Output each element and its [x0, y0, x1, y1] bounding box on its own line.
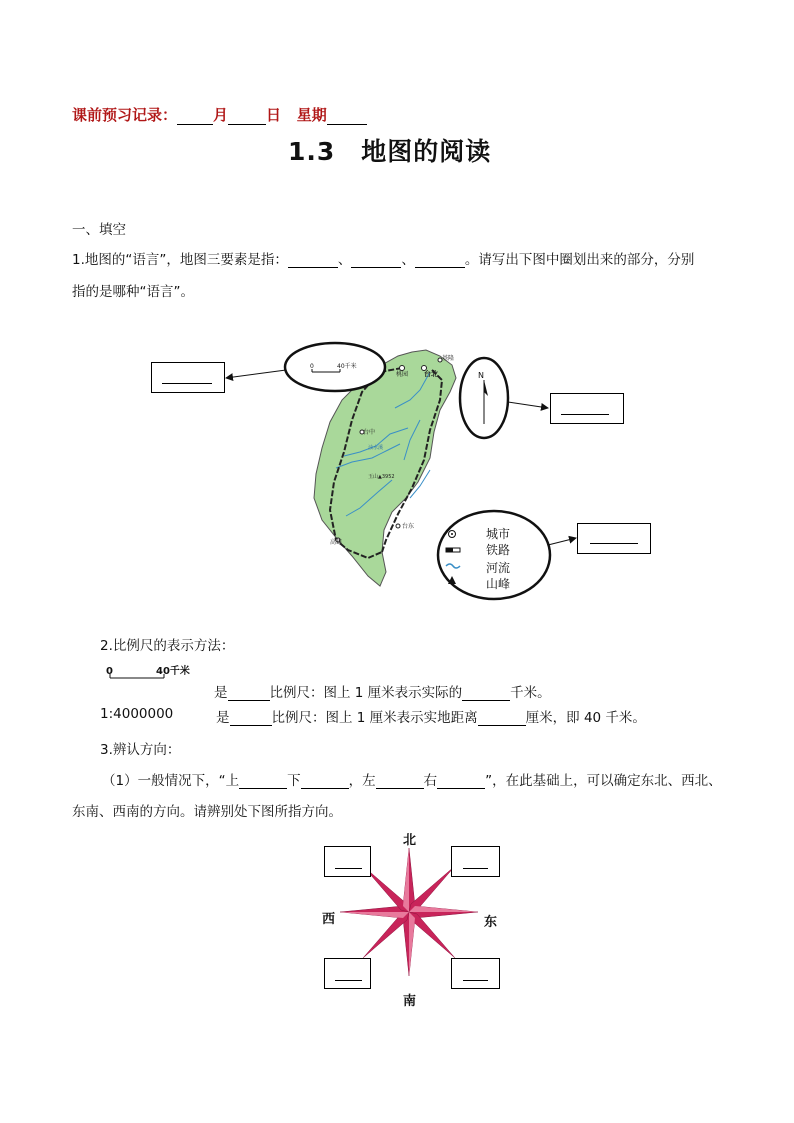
q2-text: 是 — [214, 685, 228, 701]
answer-box-northwest[interactable] — [324, 846, 371, 877]
map-scale-value: 40千米 — [337, 363, 357, 370]
city-label-taoyuan: 桃园 — [396, 371, 409, 378]
answer-box-southwest[interactable] — [324, 958, 371, 989]
q3-line2: 东南、西南的方向。请辨别处下图所指方向。 — [72, 804, 342, 820]
q2-text: 比例尺：图上 1 厘米表示实地距离 — [271, 710, 478, 726]
sample-scale-value: 40千米 — [156, 666, 190, 677]
q2-text: 是 — [216, 710, 230, 726]
q2-text: 千米。 — [510, 685, 551, 701]
city-label-taizhong: 台中 — [363, 429, 376, 436]
month-label: 月 — [213, 106, 229, 124]
sample-scale-zero: 0 — [106, 666, 113, 677]
q3-text: 下 — [287, 773, 301, 789]
q1-line2: 指的是哪种“语言”。 — [72, 284, 194, 300]
compass-south: 南 — [403, 994, 417, 1009]
compass-west: 西 — [322, 912, 336, 927]
q2-text: 厘米，即 40 千米。 — [525, 710, 646, 726]
q3-text: ，左 — [348, 773, 376, 789]
record-label: 课前预习记录： — [72, 106, 178, 124]
legend-peak: 山峰 — [486, 577, 511, 591]
q2-text: 比例尺：图上 1 厘米表示实际的 — [269, 685, 463, 701]
q2-heading: 2.比例尺的表示方法： — [100, 638, 235, 654]
q3-text: 右 — [423, 773, 438, 789]
city-label-taidong: 台东 — [402, 523, 415, 530]
map-scale-zero: 0 — [310, 363, 314, 370]
answer-box-northeast[interactable] — [451, 846, 500, 877]
q1-text-end: 。请写出下图中圈划出来的部分，分别 — [464, 252, 695, 268]
page-title: 1.3 地图的阅读 — [288, 137, 492, 166]
legend-city: 城市 — [486, 527, 511, 541]
peak-label-yushan: 玉山▲3952 — [368, 474, 395, 480]
q3-text: ”，在此基础上，可以确定东北、西北、 — [485, 773, 722, 789]
q1-sep: 、 — [337, 252, 352, 268]
day-label: 日 — [266, 106, 282, 124]
section-heading: 一、填空 — [72, 222, 126, 238]
compass-east: 东 — [484, 915, 498, 930]
q3-heading: 3.辨认方向： — [100, 742, 181, 758]
weekday-label: 星期 — [296, 106, 327, 124]
city-label-jilong: 基隆 — [442, 355, 455, 362]
north-letter: N — [478, 371, 484, 380]
q1-sep: 、 — [401, 252, 415, 268]
legend-railway: 铁路 — [486, 543, 511, 557]
answer-box-southeast[interactable] — [451, 958, 500, 989]
city-label-taipei: 台北 — [424, 370, 438, 378]
river-label-zhuoshui: 浊水溪 — [368, 445, 384, 451]
legend-river: 河流 — [486, 561, 511, 575]
city-label-gaoxiong: 高雄 — [330, 539, 343, 546]
q1-text: 1.地图的“语言”，地图三要素是指： — [72, 252, 288, 268]
q2-ratio: 1:4000000 — [100, 706, 174, 722]
compass-north: 北 — [403, 833, 417, 848]
q3-text: （1）一般情况下，“上 — [102, 773, 240, 789]
